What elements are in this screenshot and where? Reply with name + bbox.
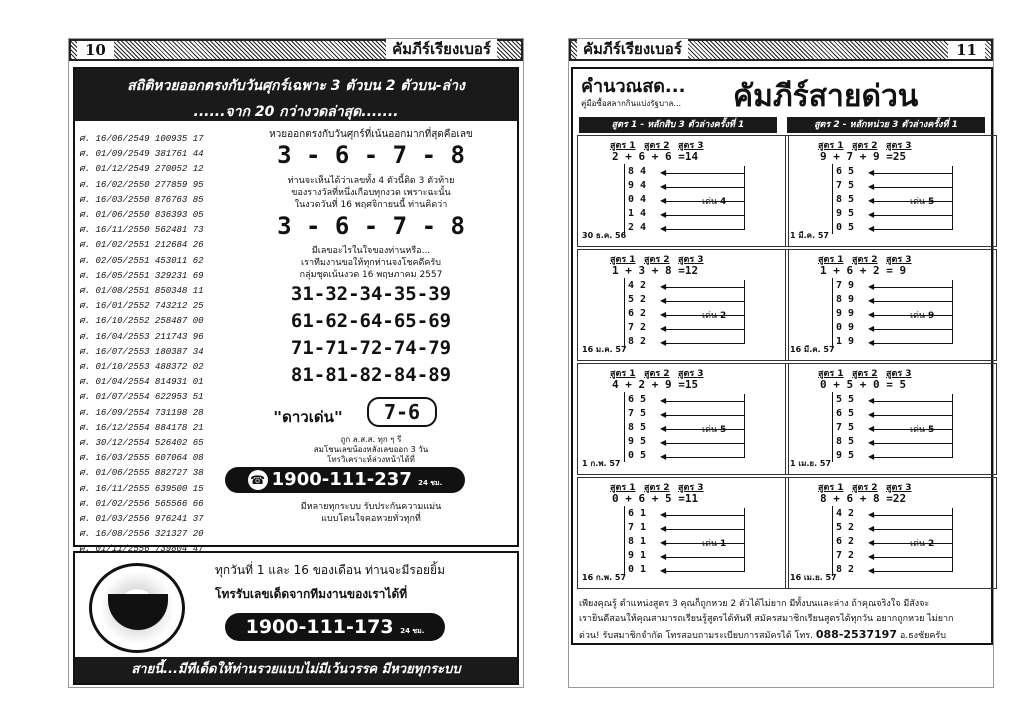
info-5: แบบโดนใจคอหวยทั่วทุกที่ bbox=[321, 514, 421, 524]
formula-cell bbox=[577, 363, 789, 475]
draw-row: ศ. 01/10/2553 488372 02 bbox=[79, 362, 204, 372]
draw-row: ศ. 16/07/2553 180387 34 bbox=[79, 346, 204, 357]
note-line1: เพียงคุณรู้ ตำแหน่งสูตร 3 คุณก็ถูกหวย 2 ตัวได้ไม่ยาก มีทั้งบนและล่าง ถ้าคุณจริงใจ มีสังจะ bbox=[579, 599, 930, 609]
formula-label: สูตร 1 bbox=[818, 141, 844, 151]
arrow-line bbox=[664, 343, 744, 344]
arrow-left-icon: ◀ bbox=[868, 396, 875, 405]
key-value: 5 bbox=[927, 425, 935, 435]
bracket-line bbox=[832, 164, 833, 234]
set-71: 71-71-72-74-79 bbox=[290, 337, 452, 359]
formula-label: สูตร 2 bbox=[644, 369, 670, 379]
digit-pair: 0 9 bbox=[836, 322, 855, 333]
note-text: ด่วน! รับสมาชิกจำกัด โทรสอบถามระเบียบการสมัครได้ โทร. bbox=[579, 631, 813, 641]
digit-pair: 9 5 bbox=[628, 436, 647, 447]
key-digit bbox=[702, 536, 726, 550]
draw-date: 30 ธ.ค. 56 bbox=[582, 231, 627, 240]
formula-label: สูตร 1 bbox=[818, 255, 844, 265]
key-digit bbox=[910, 194, 934, 208]
arrow-line bbox=[664, 557, 744, 558]
arrow-line bbox=[664, 173, 744, 174]
formula-label: สูตร 3 bbox=[678, 255, 704, 265]
hot-digits-2: 3 - 6 - 7 - 8 bbox=[277, 212, 465, 240]
draw-row: ศ. 16/03/2550 876763 85 bbox=[79, 194, 204, 205]
arrow-line bbox=[872, 415, 952, 416]
digit-pair: 7 5 bbox=[836, 422, 855, 433]
draw-row: ศ. 01/04/2554 814931 01 bbox=[79, 377, 204, 388]
digit-pair: 7 5 bbox=[836, 180, 855, 191]
formula-label: สูตร 2 bbox=[852, 255, 878, 265]
formula-label: สูตร 1 bbox=[818, 483, 844, 493]
bracket-line bbox=[832, 392, 833, 462]
draw-row: ศ. 01/02/2551 212684 26 bbox=[79, 240, 204, 251]
arrow-left-icon: ◀ bbox=[868, 410, 875, 419]
col2-header: สูตร 2 - หลักหน่วย 3 ตัวล่างครั้งที่ 1 bbox=[787, 117, 985, 133]
bracket-line-right bbox=[744, 280, 745, 344]
phone-number: 1900-111-237 bbox=[271, 469, 412, 490]
formula-cell bbox=[785, 477, 997, 589]
promo-line1: ทุกวันที่ 1 และ 16 ของเดือน ท่านจะมีรอยยิ้ม bbox=[215, 563, 445, 577]
formula-label: สูตร 3 bbox=[886, 369, 912, 379]
desc-4: มีเลขอะไรในใจของท่านหรือ... bbox=[311, 246, 431, 256]
desc-2: ของรางวัลที่หนึ่งเกือบทุกงวด เพราะฉะนั้น bbox=[291, 188, 451, 198]
arrow-left-icon: ◀ bbox=[660, 396, 667, 405]
arrow-line bbox=[872, 515, 952, 516]
bracket-line bbox=[624, 278, 625, 348]
arrow-line bbox=[664, 329, 744, 330]
arrow-left-icon: ◀ bbox=[660, 552, 667, 561]
formula-label: สูตร 1 bbox=[818, 369, 844, 379]
arrow-line bbox=[872, 557, 952, 558]
phone-line-237[interactable] bbox=[225, 467, 465, 493]
phone-number-2: 1900-111-173 bbox=[245, 616, 394, 638]
digit-pair: 8 2 bbox=[836, 564, 855, 575]
arrow-line bbox=[872, 529, 952, 530]
bracket-line-right bbox=[952, 166, 953, 230]
formula-label: สูตร 1 bbox=[610, 141, 636, 151]
smile-mouth-icon bbox=[108, 594, 168, 630]
digit-pair: 6 5 bbox=[836, 166, 855, 177]
formula-label: สูตร 2 bbox=[644, 141, 670, 151]
arrow-left-icon: ◀ bbox=[868, 510, 875, 519]
formula-label: สูตร 2 bbox=[852, 483, 878, 493]
digit-pair: 8 2 bbox=[628, 336, 647, 347]
arrow-left-icon: ◀ bbox=[868, 182, 875, 191]
digit-pair: 9 5 bbox=[836, 208, 855, 219]
arrow-line bbox=[872, 229, 952, 230]
arrow-left-icon: ◀ bbox=[660, 282, 667, 291]
key-value: 1 bbox=[719, 539, 727, 549]
arrow-line bbox=[664, 215, 744, 216]
formula-label: สูตร 3 bbox=[678, 483, 704, 493]
arrow-line bbox=[872, 401, 952, 402]
star-value: 7-6 bbox=[367, 397, 437, 427]
formula-label: สูตร 2 bbox=[852, 141, 878, 151]
digit-pair: 4 2 bbox=[628, 280, 647, 291]
digit-pair: 7 9 bbox=[836, 280, 855, 291]
arrow-left-icon: ◀ bbox=[660, 210, 667, 219]
stats-banner bbox=[75, 69, 517, 121]
formula-equation: 0 + 6 + 5 =11 bbox=[612, 492, 699, 505]
key-label: เด่น bbox=[910, 425, 926, 435]
phone-hours: 24 ชม. bbox=[418, 479, 443, 487]
formula-cell bbox=[785, 249, 997, 361]
phone-icon: ☎ bbox=[248, 470, 268, 490]
sun-smile-icon bbox=[89, 563, 185, 653]
arrow-line bbox=[872, 343, 952, 344]
arrow-left-icon: ◀ bbox=[660, 310, 667, 319]
arrow-left-icon: ◀ bbox=[868, 552, 875, 561]
bracket-line bbox=[832, 278, 833, 348]
bracket-line-right bbox=[952, 280, 953, 344]
digit-pair: 6 5 bbox=[628, 394, 647, 405]
digit-pair: 9 1 bbox=[628, 550, 647, 561]
formula-label: สูตร 3 bbox=[886, 255, 912, 265]
arrow-line bbox=[664, 401, 744, 402]
digit-pair: 8 9 bbox=[836, 294, 855, 305]
right-header bbox=[569, 39, 993, 61]
arrow-left-icon: ◀ bbox=[660, 224, 667, 233]
arrow-left-icon: ◀ bbox=[868, 424, 875, 433]
left-page bbox=[68, 38, 524, 688]
set-31: 31-32-34-35-39 bbox=[290, 283, 452, 305]
arrow-left-icon: ◀ bbox=[660, 196, 667, 205]
formula-cell bbox=[577, 249, 789, 361]
arrow-left-icon: ◀ bbox=[660, 538, 667, 547]
desc-6: กลุ่มชุดเน้นงวด 16 พฤษภาคม 2557 bbox=[299, 270, 443, 280]
bracket-line bbox=[624, 506, 625, 576]
info-2: สมโชนเลขน้องหลังเลขออก 3 วัน bbox=[313, 445, 429, 454]
bracket-line bbox=[624, 164, 625, 234]
bracket-line bbox=[832, 506, 833, 576]
draw-date: 1 มี.ค. 57 bbox=[790, 231, 829, 240]
arrow-line bbox=[872, 329, 952, 330]
digit-pair: 4 2 bbox=[836, 508, 855, 519]
col1-header: สูตร 1 - หลักสิบ 3 ตัวล่างครั้งที่ 1 bbox=[579, 117, 777, 133]
digit-pair: 1 4 bbox=[628, 208, 647, 219]
key-label: เด่น bbox=[910, 197, 926, 207]
formula-equation: 1 + 6 + 2 = 9 bbox=[820, 264, 907, 277]
arrow-left-icon: ◀ bbox=[660, 410, 667, 419]
arrow-line bbox=[664, 229, 744, 230]
draw-row: ศ. 30/12/2554 526402 65 bbox=[79, 438, 204, 448]
arrow-left-icon: ◀ bbox=[868, 452, 875, 461]
info-3: โทรวิเคราะห์ล่วงหน้าได้ที่ bbox=[327, 455, 415, 464]
desc-1: ท่านจะเห็นได้ว่าเลขทั้ง 4 ตัวนี้ติด 3 ตัวท้าย bbox=[287, 176, 455, 186]
draw-row: ศ. 01/09/2549 381761 44 bbox=[79, 149, 204, 160]
arrow-left-icon: ◀ bbox=[660, 524, 667, 533]
digit-pair: 6 5 bbox=[836, 408, 855, 419]
arrow-left-icon: ◀ bbox=[868, 210, 875, 219]
draw-row: ศ. 01/08/2551 850348 11 bbox=[79, 286, 204, 296]
arrow-left-icon: ◀ bbox=[660, 424, 667, 433]
bracket-line-right bbox=[744, 166, 745, 230]
note bbox=[579, 597, 987, 644]
arrow-left-icon: ◀ bbox=[868, 566, 875, 575]
formula-equation: 1 + 3 + 8 =12 bbox=[612, 264, 699, 277]
digit-pair: 6 2 bbox=[836, 536, 855, 547]
promo-box bbox=[73, 551, 519, 685]
arrow-line bbox=[664, 443, 744, 444]
key-digit bbox=[702, 422, 726, 436]
arrow-line bbox=[872, 443, 952, 444]
key-label: เด่น bbox=[702, 539, 718, 549]
draw-row: ศ. 16/11/2550 562481 73 bbox=[79, 225, 204, 236]
page-number: 10 bbox=[77, 41, 114, 59]
arrow-left-icon: ◀ bbox=[868, 282, 875, 291]
banner-line2: ......จาก 20 กว่างวดล่าสุด....... bbox=[193, 104, 399, 120]
digit-pair: 7 5 bbox=[628, 408, 647, 419]
arrow-line bbox=[664, 187, 744, 188]
draw-row: ศ. 16/08/2556 321327 20 bbox=[79, 529, 204, 540]
draw-row: ศ. 01/06/2555 882727 38 bbox=[79, 468, 204, 479]
formula-equation: 4 + 2 + 9 =15 bbox=[612, 378, 699, 391]
formula-cell bbox=[785, 363, 997, 475]
arrow-left-icon: ◀ bbox=[868, 338, 875, 347]
brand-title-right: คัมภีร์เรียงเบอร์ bbox=[577, 39, 688, 59]
key-digit bbox=[910, 308, 934, 322]
key-label: เด่น bbox=[910, 311, 926, 321]
arrow-left-icon: ◀ bbox=[868, 324, 875, 333]
key-value: 5 bbox=[927, 197, 935, 207]
digit-pair: 7 2 bbox=[628, 322, 647, 333]
info-4: มีหลายทุกระบบ รับประกันความแม่น bbox=[300, 502, 442, 512]
draw-date: 1 เม.ย. 57 bbox=[790, 459, 832, 468]
digit-pair: 8 4 bbox=[628, 166, 647, 177]
draw-row: ศ. 01/06/2550 836393 05 bbox=[79, 210, 204, 220]
arrow-line bbox=[664, 301, 744, 302]
arrow-line bbox=[872, 287, 952, 288]
digit-pair: 5 2 bbox=[836, 522, 855, 533]
calc-title: คำนวณสด... bbox=[581, 76, 686, 97]
arrow-line bbox=[664, 457, 744, 458]
formula-label: สูตร 3 bbox=[678, 141, 704, 151]
arrow-line bbox=[872, 173, 952, 174]
formula-equation: 9 + 7 + 9 =25 bbox=[820, 150, 907, 163]
arrow-line bbox=[872, 457, 952, 458]
arrow-line bbox=[872, 571, 952, 572]
desc-3: ในงวดวันที่ 16 พฤศจิกายนนี้ ท่านคิดว่า bbox=[294, 200, 448, 210]
arrow-left-icon: ◀ bbox=[868, 310, 875, 319]
arrow-left-icon: ◀ bbox=[868, 196, 875, 205]
arrow-left-icon: ◀ bbox=[868, 438, 875, 447]
draw-row: ศ. 16/02/2550 277859 95 bbox=[79, 179, 204, 190]
page-number-right: 11 bbox=[948, 41, 985, 59]
brand-title: คัมภีร์เรียงเบอร์ bbox=[386, 39, 497, 59]
digit-pair: 9 9 bbox=[836, 308, 855, 319]
key-label: เด่น bbox=[702, 425, 718, 435]
digit-pair: 8 1 bbox=[628, 536, 647, 547]
formula-box bbox=[571, 67, 993, 645]
formula-label: สูตร 2 bbox=[644, 255, 670, 265]
phone-hours-2: 24 ชม. bbox=[400, 627, 425, 635]
digit-pair: 9 4 bbox=[628, 180, 647, 191]
arrow-line bbox=[872, 301, 952, 302]
draw-row: ศ. 16/12/2554 884178 21 bbox=[79, 422, 204, 433]
draw-row: ศ. 16/05/2551 329231 69 bbox=[79, 270, 204, 281]
draw-row: ศ. 16/03/2555 607064 08 bbox=[79, 453, 204, 464]
draw-row: ศ. 16/04/2553 211743 96 bbox=[79, 331, 204, 342]
digit-pair: 6 1 bbox=[628, 508, 647, 519]
hot-digits: 3 - 6 - 7 - 8 bbox=[277, 141, 465, 169]
arrow-left-icon: ◀ bbox=[660, 338, 667, 347]
formula-label: สูตร 3 bbox=[678, 369, 704, 379]
draw-row: ศ. 01/02/2556 565566 66 bbox=[79, 498, 204, 509]
formula-label: สูตร 1 bbox=[610, 369, 636, 379]
formula-cell bbox=[577, 135, 789, 247]
bracket-line-right bbox=[744, 508, 745, 572]
formula-label: สูตร 1 bbox=[610, 255, 636, 265]
banner-line1: สถิติหวยออกตรงกับวันศุกร์เฉพาะ 3 ตัวบน 2 ตัวบน-ล่าง bbox=[127, 78, 465, 94]
promo-footer: สายนี้...มีทีเด็ดให้ท่านรวยแบบไม่มีเว้นวรรค มีหวยทุกระบบ bbox=[75, 657, 517, 683]
bracket-line-right bbox=[744, 394, 745, 458]
formula-label: สูตร 2 bbox=[644, 483, 670, 493]
formula-label: สูตร 3 bbox=[886, 141, 912, 151]
digit-pair: 8 5 bbox=[628, 422, 647, 433]
note-line2: เรายินดีสอนให้คุณสามารถเรียนรู้สูตรได้ทันที สมัครสมาชิกเรียนสูตรได้ทุกวัน อยากถูกหวย ไม่ยาก bbox=[579, 614, 954, 624]
arrow-line bbox=[664, 529, 744, 530]
digit-pair: 1 9 bbox=[836, 336, 855, 347]
formula-cell bbox=[785, 135, 997, 247]
arrow-left-icon: ◀ bbox=[660, 324, 667, 333]
arrow-left-icon: ◀ bbox=[660, 296, 667, 305]
arrow-left-icon: ◀ bbox=[660, 182, 667, 191]
arrow-left-icon: ◀ bbox=[868, 524, 875, 533]
formula-label: สูตร 2 bbox=[852, 369, 878, 379]
key-label: เด่น bbox=[702, 311, 718, 321]
formula-equation: 8 + 6 + 8 =22 bbox=[820, 492, 907, 505]
digit-pair: 0 1 bbox=[628, 564, 647, 575]
stat-caption: หวยออกตรงกับวันศุกร์ที่เน้นออกมากที่สุดคือเลข bbox=[269, 129, 473, 140]
digit-pair: 8 5 bbox=[836, 436, 855, 447]
note-phone[interactable]: 088-2537197 bbox=[815, 628, 897, 641]
draw-row: ศ. 02/05/2551 453011 62 bbox=[79, 255, 204, 266]
digit-pair: 8 5 bbox=[836, 194, 855, 205]
digit-pair: 9 5 bbox=[836, 450, 855, 461]
stats-box bbox=[73, 67, 519, 555]
key-digit bbox=[702, 308, 726, 322]
bracket-line bbox=[624, 392, 625, 462]
key-label: เด่น bbox=[702, 197, 718, 207]
key-value: 2 bbox=[927, 539, 935, 549]
draw-date: 16 เม.ย. 57 bbox=[790, 573, 837, 582]
key-value: 5 bbox=[719, 425, 727, 435]
formula-equation: 2 + 6 + 6 =14 bbox=[612, 150, 699, 163]
draw-row: ศ. 16/09/2554 731198 28 bbox=[79, 407, 204, 418]
note-end: อ.ธงชัยครับ bbox=[899, 631, 946, 641]
formula-cell bbox=[577, 477, 789, 589]
key-digit bbox=[702, 194, 726, 208]
digit-pair: 6 2 bbox=[628, 308, 647, 319]
digit-pair: 0 5 bbox=[628, 450, 647, 461]
arrow-left-icon: ◀ bbox=[660, 566, 667, 575]
digit-pair: 0 4 bbox=[628, 194, 647, 205]
draw-date: 16 มี.ค. 57 bbox=[790, 345, 835, 354]
digit-pair: 0 5 bbox=[836, 222, 855, 233]
formula-label: สูตร 1 bbox=[610, 483, 636, 493]
draw-row: ศ. 01/11/2556 739804 47 bbox=[79, 544, 204, 555]
arrow-left-icon: ◀ bbox=[660, 438, 667, 447]
digit-pair: 5 2 bbox=[628, 294, 647, 305]
draw-row: ศ. 16/10/2552 258487 00 bbox=[79, 316, 204, 327]
key-value: 9 bbox=[927, 311, 935, 321]
formula-label: สูตร 3 bbox=[886, 483, 912, 493]
draw-row: ศ. 01/07/2554 622953 51 bbox=[79, 392, 204, 403]
key-label: เด่น bbox=[910, 539, 926, 549]
right-page bbox=[568, 38, 994, 688]
arrow-line bbox=[664, 515, 744, 516]
note-line3 bbox=[579, 627, 987, 644]
draw-date: 16 ก.พ. 57 bbox=[582, 573, 627, 582]
set-81: 81-81-82-84-89 bbox=[290, 364, 452, 386]
desc-5: เราทีมงานขอให้ทุกท่านจงโชคดีครับ bbox=[301, 258, 441, 268]
big-title: คัมภีร์สายด่วน bbox=[733, 79, 919, 114]
arrow-left-icon: ◀ bbox=[868, 168, 875, 177]
info-1: ถูก ล.ส.ส. ทุก ๆ รี bbox=[340, 435, 402, 444]
draw-row: ศ. 16/01/2552 743212 25 bbox=[79, 301, 204, 312]
bracket-line-right bbox=[952, 394, 953, 458]
arrow-left-icon: ◀ bbox=[868, 538, 875, 547]
draw-row: ศ. 01/12/2549 270052 12 bbox=[79, 164, 204, 175]
digit-pair: 5 5 bbox=[836, 394, 855, 405]
promo-line2: โทรรับเลขเด็ดจากทีมงานของเราได้ที่ bbox=[215, 587, 408, 601]
draw-row: ศ. 16/06/2549 100935 17 bbox=[79, 134, 204, 144]
left-header bbox=[69, 39, 523, 61]
draw-date: 16 ม.ค. 57 bbox=[582, 345, 627, 354]
formula-equation: 0 + 5 + 0 = 5 bbox=[820, 378, 907, 391]
key-value: 4 bbox=[719, 197, 727, 207]
key-value: 2 bbox=[719, 311, 727, 321]
arrow-line bbox=[664, 415, 744, 416]
draw-row: ศ. 16/11/2555 639500 15 bbox=[79, 483, 204, 494]
arrow-left-icon: ◀ bbox=[868, 296, 875, 305]
arrow-left-icon: ◀ bbox=[660, 510, 667, 519]
draw-row: ศ. 01/03/2556 976241 37 bbox=[79, 514, 204, 524]
key-digit bbox=[910, 422, 934, 436]
key-digit bbox=[910, 536, 934, 550]
draw-date: 1 ก.พ. 57 bbox=[582, 459, 621, 468]
digit-pair: 2 4 bbox=[628, 222, 647, 233]
phone-line-173[interactable] bbox=[225, 613, 445, 641]
arrow-line bbox=[664, 287, 744, 288]
arrow-left-icon: ◀ bbox=[660, 452, 667, 461]
calc-subtitle: คู่มือซื้อสลากกินแบ่งรัฐบาล... bbox=[581, 99, 682, 108]
digit-pair: 7 1 bbox=[628, 522, 647, 533]
bracket-line-right bbox=[952, 508, 953, 572]
digit-pair: 7 2 bbox=[836, 550, 855, 561]
arrow-line bbox=[872, 187, 952, 188]
arrow-line bbox=[872, 215, 952, 216]
arrow-left-icon: ◀ bbox=[868, 224, 875, 233]
star-label: "ดาวเด่น" bbox=[273, 408, 343, 426]
set-61: 61-62-64-65-69 bbox=[290, 310, 452, 332]
arrow-left-icon: ◀ bbox=[660, 168, 667, 177]
arrow-line bbox=[664, 571, 744, 572]
